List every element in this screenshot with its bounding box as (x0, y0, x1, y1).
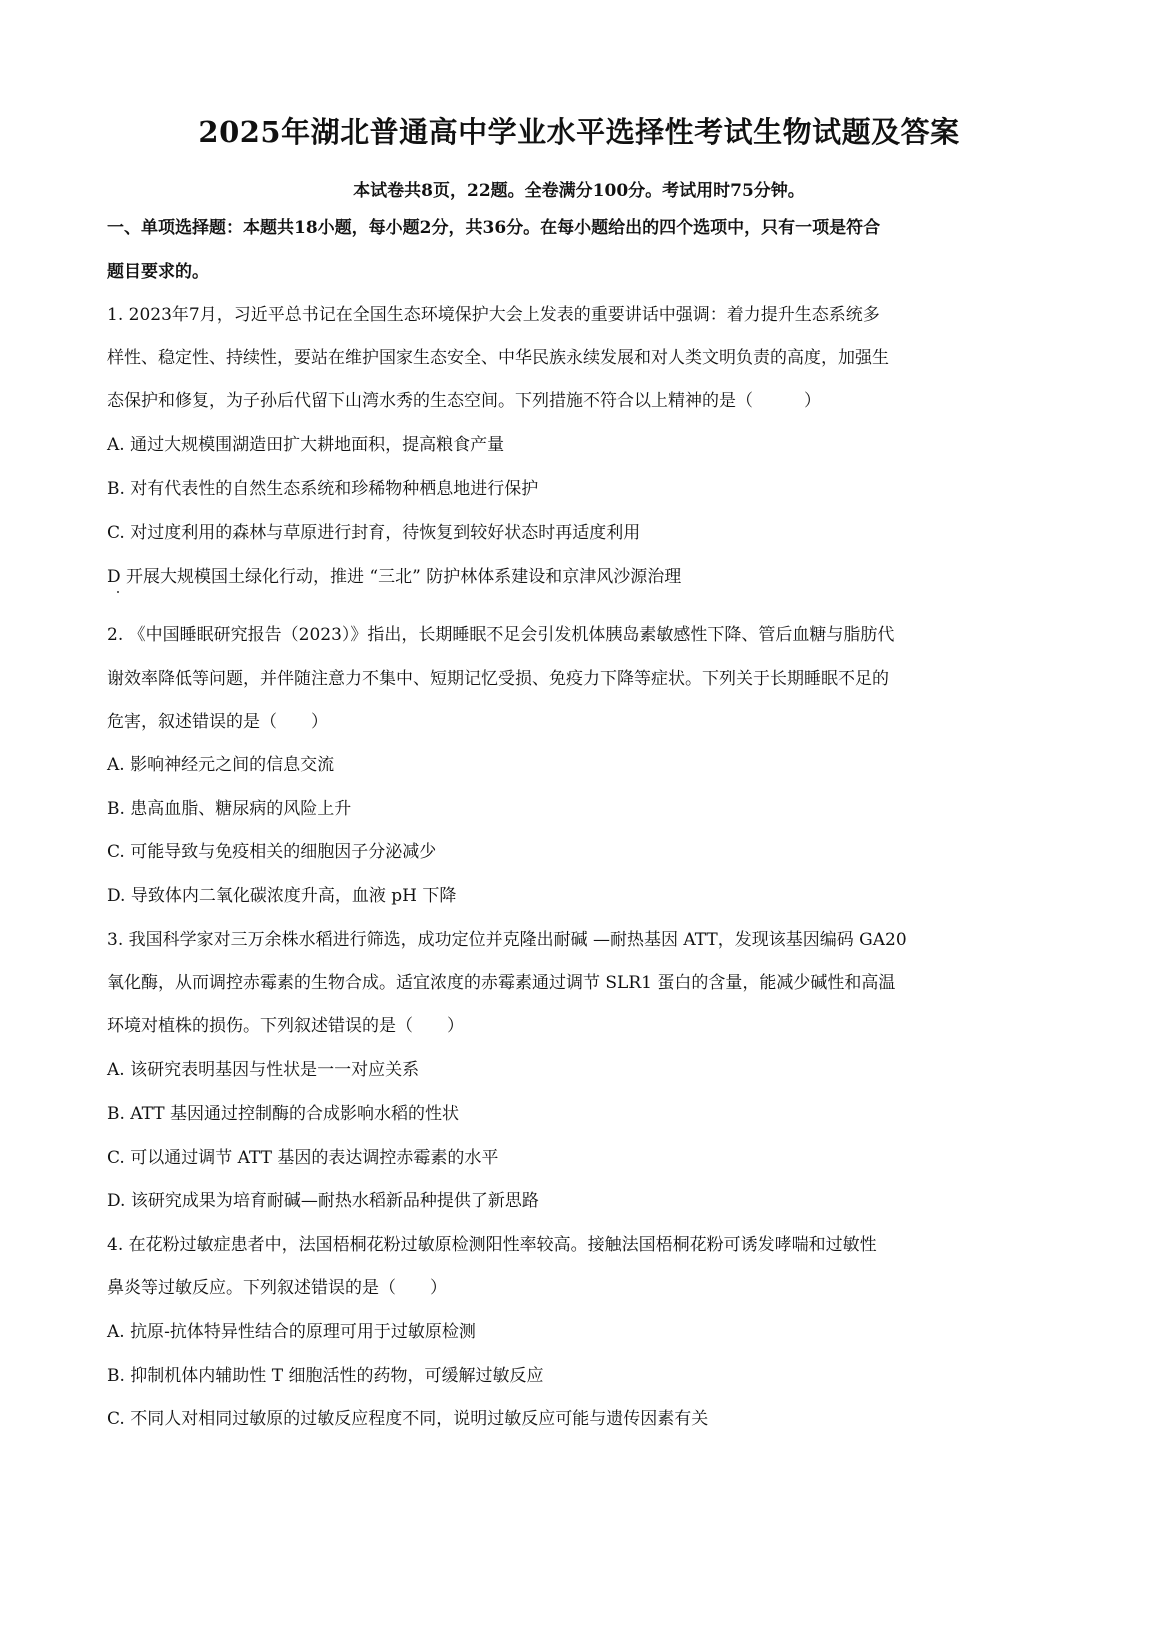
question-3-option-d: D. 该研究成果为培育耐碱—耐热水稻新品种提供了新思路 (107, 1191, 539, 1211)
question-1-line-3: 态保护和修复，为子孙后代留下山湾水秀的生态空间。下列措施不符合以上精神的是（ ） (107, 391, 821, 411)
question-3-line-2: 氧化酶，从而调控赤霉素的生物合成。适宜浓度的赤霉素通过调节 SLR1 蛋白的含量，能减少碱性和高温 (107, 973, 896, 993)
question-2-option-b: B. 患高血脂、糖尿病的风险上升 (107, 799, 352, 819)
section-heading-line-2: 题目要求的。 (107, 262, 209, 282)
question-3-line-1: 3. 我国科学家对三万余株水稻进行筛选，成功定位并克隆出耐碱 —耐热基因 ATT，发现该基因编码 GA20 (107, 930, 907, 950)
question-4-line-1: 4. 在花粉过敏症患者中，法国梧桐花粉过敏原检测阳性率较高。接触法国梧桐花粉可诱发哮喘和过敏性 (107, 1235, 877, 1255)
question-3-option-c: C. 可以通过调节 ATT 基因的表达调控赤霉素的水平 (107, 1148, 499, 1168)
question-4-option-b: B. 抑制机体内辅助性 T 细胞活性的药物，可缓解过敏反应 (107, 1366, 544, 1386)
question-2-option-a: A. 影响神经元之间的信息交流 (107, 755, 335, 775)
question-4-option-a: A. 抗原-抗体特异性结合的原理可用于过敏原检测 (107, 1322, 476, 1342)
question-1-line-1: 1. 2023年7月，习近平总书记在全国生态环境保护大会上发表的重要讲话中强调：着力提升生态系统多 (107, 305, 880, 325)
exam-info: 本试卷共8页，22题。全卷满分100分。考试用时75分钟。 (353, 181, 805, 201)
question-1-option-d: D 开展大规模国土绿化行动，推进 “三北” 防护林体系建设和京津风沙源治理 (107, 567, 682, 587)
section-heading-line-1: 一、单项选择题：本题共18小题，每小题2分，共36分。在每小题给出的四个选项中，只有一项是符合 (107, 218, 881, 238)
question-2-option-c: C. 可能导致与免疫相关的细胞因子分泌减少 (107, 842, 437, 862)
question-2-option-d: D. 导致体内二氧化碳浓度升高，血液 pH 下降 (107, 886, 457, 906)
question-2-line-1: 2. 《中国睡眠研究报告（2023）》指出，长期睡眠不足会引发机体胰岛素敏感性下降、管后血糖与脂肪代 (107, 625, 895, 645)
question-1-option-b: B. 对有代表性的自然生态系统和珍稀物种栖息地进行保护 (107, 479, 539, 499)
question-1-line-2: 样性、稳定性、持续性，要站在维护国家生态安全、中华民族永续发展和对人类文明负责的高度，加强生 (107, 348, 889, 368)
question-3-option-a: A. 该研究表明基因与性状是一一对应关系 (107, 1060, 420, 1080)
question-1-option-a: A. 通过大规模围湖造田扩大耕地面积，提高粮食产量 (107, 435, 505, 455)
question-1-option-c: C. 对过度利用的森林与草原进行封育，待恢复到较好状态时再适度利用 (107, 523, 641, 543)
page-title: 2025年湖北普通高中学业水平选择性考试生物试题及答案 (198, 115, 960, 149)
question-4-line-2: 鼻炎等过敏反应。下列叙述错误的是（ ） (107, 1278, 447, 1298)
question-3-option-b: B. ATT 基因通过控制酶的合成影响水稻的性状 (107, 1104, 460, 1124)
question-2-line-3: 危害，叙述错误的是（ ） (107, 712, 328, 732)
question-2-line-2: 谢效率降低等问题，并伴随注意力不集中、短期记忆受损、免疫力下降等症状。下列关于长期睡眠不足的 (107, 669, 889, 689)
stray-mark (117, 591, 119, 593)
question-3-line-3: 环境对植株的损伤。下列叙述错误的是（ ） (107, 1016, 464, 1036)
question-4-option-c: C. 不同人对相同过敏原的过敏反应程度不同，说明过敏反应可能与遗传因素有关 (107, 1409, 709, 1429)
